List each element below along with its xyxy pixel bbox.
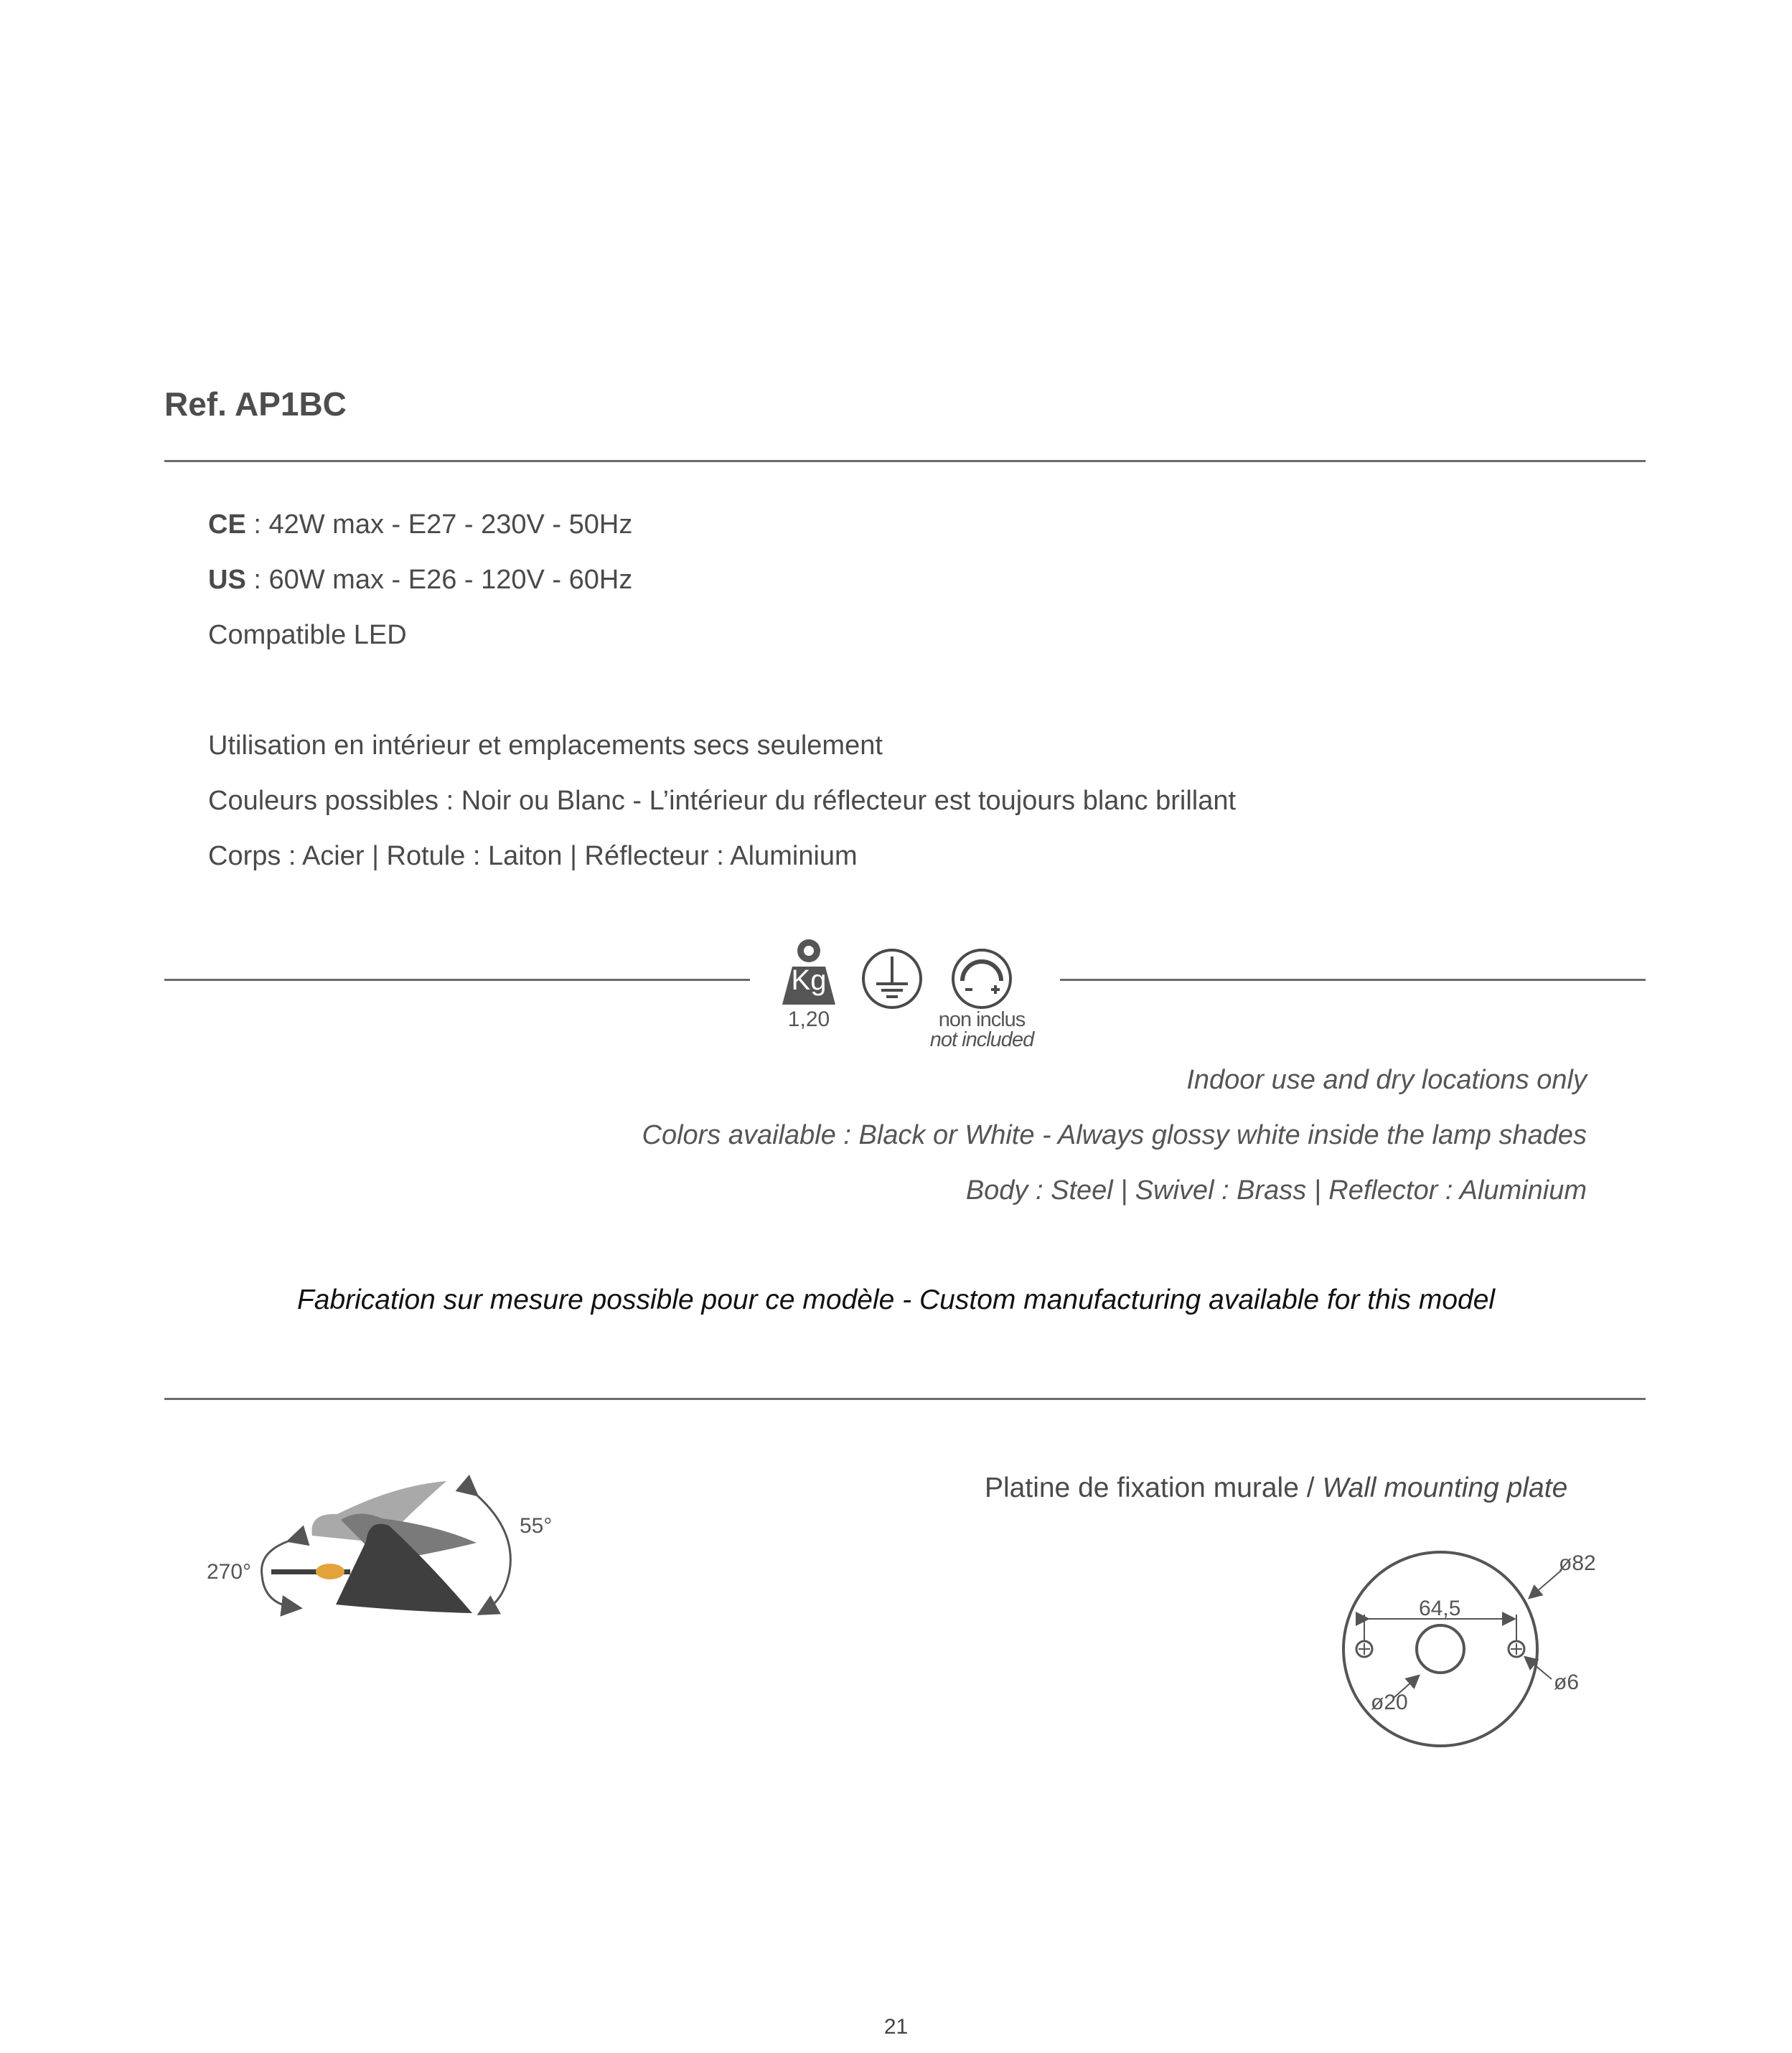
spec-us-value: : 60W max - E26 - 120V - 60Hz bbox=[245, 565, 633, 595]
rotation-horizontal-label: 270° bbox=[207, 1560, 252, 1584]
ref-title: Ref. AP1BC bbox=[164, 385, 347, 423]
spec-materials-en: Body : Steel | Swivel : Brass | Reflector : Aluminium bbox=[965, 1175, 1587, 1206]
spec-ce-label: CE bbox=[208, 509, 246, 540]
spec-led: Compatible LED bbox=[208, 620, 407, 650]
page-number: 21 bbox=[883, 2015, 909, 2039]
dimmer-icon bbox=[949, 946, 1014, 1011]
plate-screw-hole: ø6 bbox=[1554, 1671, 1580, 1694]
weight-value: 1,20 bbox=[787, 1007, 830, 1031]
spec-usage-fr: Utilisation en intérieur et emplacements secs seulement bbox=[208, 730, 883, 761]
lamp-rotation-diagram bbox=[194, 1471, 581, 1636]
plate-hole-spacing: 64,5 bbox=[1419, 1597, 1461, 1620]
spec-ce-value: : 42W max - E27 - 230V - 50Hz bbox=[245, 509, 633, 540]
mounting-plate-title bbox=[985, 1472, 1567, 1504]
spec-ce bbox=[208, 509, 632, 540]
weight-symbol: Kg bbox=[791, 964, 827, 996]
custom-manufacturing-note: Fabrication sur mesure possible pour ce modèle - Custom manufacturing available for this model bbox=[296, 1284, 1496, 1315]
spec-us-label: US bbox=[208, 565, 246, 595]
icon-row-right-rule bbox=[1060, 979, 1646, 981]
bottom-divider bbox=[164, 1398, 1646, 1400]
dimmer-note-en: not included bbox=[929, 1028, 1034, 1051]
spec-materials-fr: Corps : Acier | Rotule : Laiton | Réflecteur : Aluminium bbox=[208, 841, 858, 871]
mounting-plate-title-en: Wall mounting plate bbox=[1322, 1472, 1568, 1503]
icon-row-left-rule bbox=[164, 979, 750, 981]
top-divider bbox=[164, 460, 1646, 462]
mounting-plate-separator: / bbox=[1306, 1472, 1315, 1503]
rotation-vertical-label: 55° bbox=[520, 1514, 553, 1538]
mounting-plate-title-fr: Platine de fixation murale bbox=[985, 1472, 1299, 1503]
spec-colors-fr: Couleurs possibles : Noir ou Blanc - L’intérieur du réflecteur est toujours blanc brillant bbox=[208, 786, 1237, 816]
ground-earth-icon bbox=[860, 946, 924, 1011]
dimmer-note-fr: non inclus bbox=[938, 1008, 1026, 1031]
plate-outer-diameter: ø82 bbox=[1559, 1551, 1596, 1575]
plate-center-hole: ø20 bbox=[1371, 1691, 1408, 1714]
spec-colors-en: Colors available : Black or White - Always glossy white inside the lamp shades bbox=[642, 1120, 1587, 1150]
spec-us bbox=[208, 565, 632, 596]
spec-usage-en: Indoor use and dry locations only bbox=[1186, 1065, 1587, 1095]
